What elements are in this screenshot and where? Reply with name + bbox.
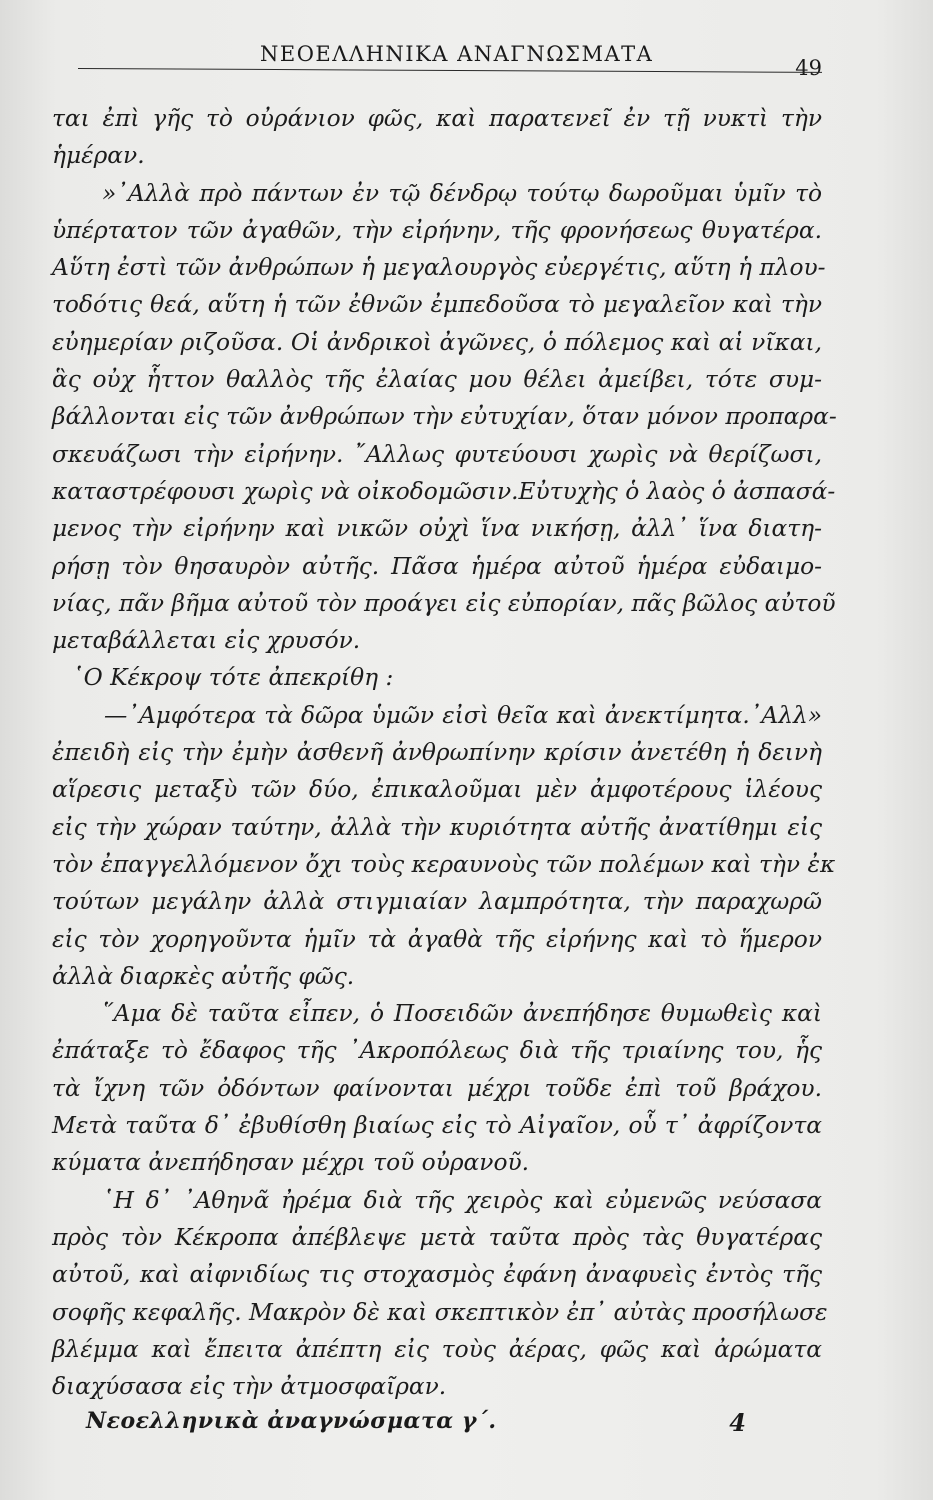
text-line: πρὸς τὸν Κέκροπα ἀπέβλεψε μετὰ ταῦτα πρὸς τὰς θυγατέρας [52, 1223, 822, 1251]
text-line: ὑπέρτατον τῶν ἀγαθῶν, τὴν εἰρήνην, τῆς φρονήσεως θυγατέρα. [52, 216, 822, 244]
text-line: εἰς τὸν χορηγοῦντα ἡμῖν τὰ ἀγαθὰ τῆς εἰρήνης καὶ τὸ ἥμερον [52, 925, 822, 953]
text-line: ῞Αμα δὲ ταῦτα εἶπεν, ὁ Ποσειδῶν ἀνεπήδησε θυμωθεὶς καὶ [102, 1000, 822, 1028]
header-rule [78, 68, 822, 73]
sheet-number: 4 [729, 1408, 746, 1437]
text-line: ῾Η δ᾿ ᾿Αθηνᾶ ἠρέμα διὰ τῆς χειρὸς καὶ εὐμενῶς νεύσασα [102, 1186, 822, 1214]
text-line: διαχύσασα εἰς τὴν ἀτμοσφαῖραν. [52, 1373, 447, 1401]
text-line: ἐπειδὴ εἰς τὴν ἐμὴν ἀσθενῆ ἀνθρωπίνην κρίσιν ἀνετέθη ἡ δεινὴ [52, 739, 822, 767]
text-line: εἰς τὴν χώραν ταύτην, ἀλλὰ τὴν κυριότητα αὐτῆς ἀνατίθημι εἰς [52, 813, 822, 841]
page-footer [86, 1408, 746, 1448]
text-line: αὐτοῦ, καὶ αἰφνιδίως τις στοχασμὸς ἐφάνη ἀναφυεὶς ἐντὸς τῆς [52, 1261, 822, 1289]
text-line: εὐημερίαν ριζοῦσα. Οἱ ἀνδρικοὶ ἀγῶνες, ὁ πόλεμος καὶ αἱ νῖκαι, [52, 328, 822, 356]
text-line: Αὕτη ἐστὶ τῶν ἀνθρώπων ἡ μεγαλουργὸς εὐεργέτις, αὕτη ἡ πλου- [52, 254, 826, 282]
text-line: βάλλονται εἰς τῶν ἀνθρώπων τὴν εὐτυχίαν, ὅταν μόνον προπαρα- [52, 403, 837, 431]
text-line: σκευάζωσι τὴν εἰρήνην. ῎Αλλως φυτεύουσι χωρὶς νὰ θερίζωσι, [52, 440, 822, 468]
text-line: »᾿Αλλὰ πρὸ πάντων ἐν τῷ δένδρῳ τούτῳ δωροῦμαι ὑμῖν τὸ [102, 179, 822, 207]
page-header [74, 38, 824, 80]
signature-mark: Νεοελληνικὰ ἀναγνώσματα γ΄. [86, 1408, 497, 1434]
text-line: Μετὰ ταῦτα δ᾿ ἐβυθίσθη βιαίως εἰς τὸ Αἰγαῖον, οὗ τ᾿ ἀφρίζοντα [52, 1112, 822, 1140]
page-number: 49 [795, 56, 822, 80]
text-line: νίας, πᾶν βῆμα αὐτοῦ τὸν προάγει εἰς εὐπορίαν, πᾶς βῶλος αὐτοῦ [52, 589, 836, 617]
text-line: τὸν ἐπαγγελλόμενον ὄχι τοὺς κεραυνοὺς τῶν πολέμων καὶ τὴν ἐκ [52, 850, 836, 878]
text-line: ἐπάταξε τὸ ἔδαφος τῆς ᾿Ακροπόλεως διὰ τῆς τριαίνης του, ἧς [52, 1037, 822, 1065]
text-line: τοδότις θεά, αὕτη ἡ τῶν ἐθνῶν ἐμπεδοῦσα τὸ μεγαλεῖον καὶ τὴν [52, 291, 822, 319]
text-line: καταστρέφουσι χωρὶς νὰ οἰκοδομῶσιν.Εὐτυχὴς ὁ λαὸς ὁ ἀσπασά- [52, 477, 836, 505]
text-line: ἀλλὰ διαρκὲς αὐτῆς φῶς. [52, 962, 355, 990]
text-line: βλέμμα καὶ ἔπειτα ἀπέπτη εἰς τοὺς ἀέρας, φῶς καὶ ἀρώματα [52, 1335, 822, 1363]
text-line: σοφῆς κεφαλῆς. Μακρὸν δὲ καὶ σκεπτικὸν ἐπ᾿ αὐτὰς προσήλωσε [52, 1298, 828, 1326]
text-line: τούτων μεγάλην ἀλλὰ στιγμιαίαν λαμπρότητα, τὴν παραχωρῶ [52, 888, 822, 916]
text-line: τὰ ἴχνη τῶν ὀδόντων φαίνονται μέχρι τοῦδε ἐπὶ τοῦ βράχου. [52, 1074, 822, 1102]
text-line: ται ἐπὶ γῆς τὸ οὐράνιον φῶς, καὶ παρατενεῖ ἐν τῇ νυκτὶ τὴν [52, 105, 822, 132]
text-line: κύματα ἀνεπήδησαν μέχρι τοῦ οὐρανοῦ. [52, 1149, 530, 1177]
body-text [52, 100, 837, 1405]
running-head: ΝΕΟΕΛΛΗΝΙΚΑ ΑΝΑΓΝΩΣΜΑΤΑ [260, 42, 654, 66]
text-line: μεταβάλλεται εἰς χρυσόν. [52, 627, 361, 655]
text-line: ῾Ο Κέκροψ τότε ἀπεκρίθη : [72, 664, 394, 692]
text-line: μενος τὴν εἰρήνην καὶ νικῶν οὐχὶ ἵνα νικήσῃ, ἀλλ᾿ ἵνα διατη- [52, 515, 822, 543]
text-line: —᾿Αμφότερα τὰ δῶρα ὑμῶν εἰσὶ θεῖα καὶ ἀνεκτίμητα.᾿Αλλ» [104, 701, 822, 729]
text-line: ἡμέραν. [52, 142, 145, 170]
text-line: αἵρεσις μεταξὺ τῶν δύο, ἐπικαλοῦμαι μὲν ἀμφοτέρους ἱλέους [52, 776, 822, 804]
text-line: ρήσῃ τὸν θησαυρὸν αὐτῆς. Πᾶσα ἡμέρα αὐτοῦ ἡμέρα εὐδαιμο- [52, 552, 822, 580]
text-line: ἃς οὐχ ἧττον θαλλὸς τῆς ἐλαίας μου θέλει ἀμείβει, τότε συμ- [52, 366, 822, 394]
